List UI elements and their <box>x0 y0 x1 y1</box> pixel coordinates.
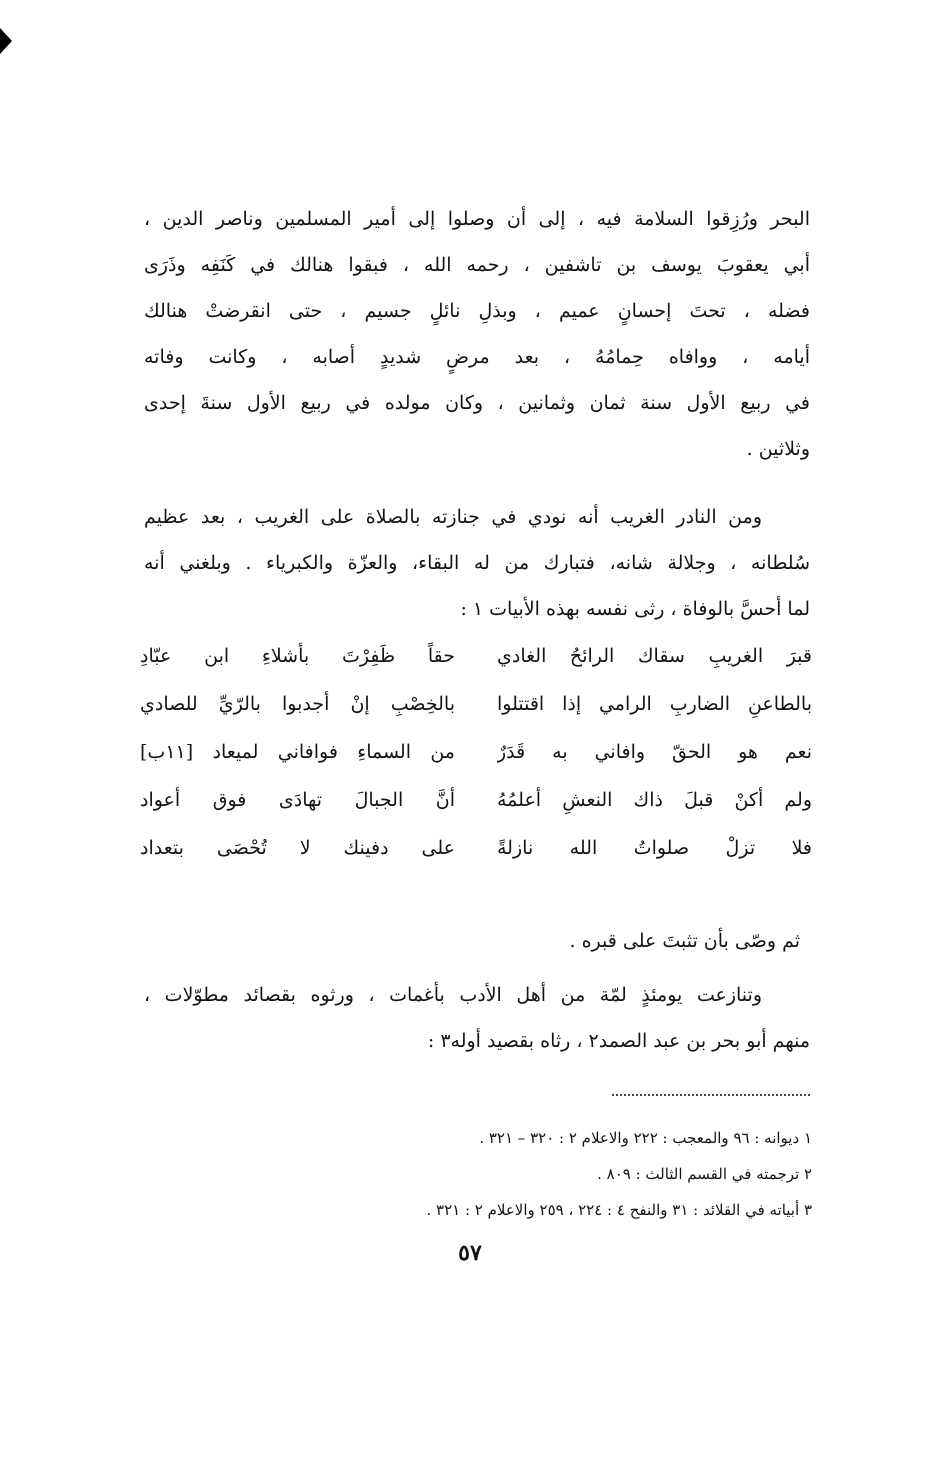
paragraph-2-line: ومن النادر الغريب أنه نودي في جنازته بالصلاة على الغريب ، بعد عظيم <box>144 506 762 528</box>
paragraph-1-line: في ربيع الأول سنة ثمان وثمانين ، وكان مولده في ربيع الأول سنةَ إحدى <box>144 392 810 414</box>
verse-second-hemistich: من السماءِ فوافاني لميعاد [١١ب] <box>140 741 455 763</box>
paragraph-3-line: منهم أبو بحر بن عبد الصمد٢ ، رثاه بقصيد أوله٣ : <box>427 1030 810 1052</box>
page-number: ٥٧ <box>458 1240 482 1266</box>
verse-first-hemistich: بالطاعنِ الضاربِ الرامي إذا اقتتلوا <box>497 693 812 715</box>
paragraph-1-line: أبي يعقوبَ يوسف بن تاشفين ، رحمه الله ، فبقوا هنالك في كَنَفِه وذَرَى <box>144 254 810 276</box>
poem-verses <box>140 632 812 872</box>
paragraph-3-line: وتنازعت يومئذٍ لمّة من أهل الأدب بأغمات ، ورثوه بقصائد مطوّلات ، <box>144 984 762 1006</box>
verse-first-hemistich: ولم أكنْ قبلَ ذاك النعشِ أعلمُهُ <box>497 789 812 811</box>
verse-second-hemistich: حقاً ظَفِرْتَ بأشلاءِ ابن عبّادِ <box>140 645 455 667</box>
footnotes <box>250 1120 812 1228</box>
footnote: ٢ ترجمته في القسم الثالث : ٨٠٩ . <box>597 1165 812 1183</box>
footnote: ١ ديوانه : ٩٦ والمعجب : ٢٢٢ والاعلام ٢ : ٣٢٠ – ٣٢١ . <box>479 1129 812 1147</box>
poem-verse <box>140 728 812 776</box>
paragraph-3 <box>144 972 810 1064</box>
paragraph-1-line: البحر ورُزِقوا السلامة فيه ، إلى أن وصلوا إلى أمير المسلمين وناصر الدين ، <box>144 208 810 230</box>
verse-second-hemistich: على دفينك لا تُحْصَى بتعداد <box>140 837 455 859</box>
paragraph-1-line: فضله ، تحتَ إحسانٍ عميم ، وبذلِ نائلٍ جسيم ، حتى انقرضتْ هنالك <box>144 300 810 322</box>
poem-verse <box>140 776 812 824</box>
poem-verse <box>140 632 812 680</box>
paragraph-2 <box>144 494 810 632</box>
verse-second-hemistich: أنَّ الجبالَ تهادَى فوق أعواد <box>140 789 455 811</box>
paragraph-1 <box>144 196 810 472</box>
footnote: ٣ أبياته في القلائد : ٣١ والنفح ٤ : ٢٢٤ ، ٢٥٩ والاعلام ٢ : ٣٢١ . <box>426 1201 812 1219</box>
paragraph-1-line: أيامه ، ووافاه حِمامُهُ ، بعد مرضٍ شديدٍ أصابه ، وكانت وفاته <box>144 346 810 368</box>
paragraph-1-line: وثلاثين . <box>746 438 810 460</box>
verse-first-hemistich: قبرَ الغريبِ سقاك الرائحُ الغادي <box>497 645 812 667</box>
verse-first-hemistich: نعم هو الحقّ وافاني به قَدَرٌ <box>497 741 812 763</box>
verse-first-hemistich: فلا تزلْ صلواتُ الله نازلةً <box>497 837 812 859</box>
paragraph-2-line: لما أحسَّ بالوفاة ، رثى نفسه بهذه الأبيات ١ : <box>460 598 810 620</box>
poem-verse <box>140 824 812 872</box>
poem-verse <box>140 680 812 728</box>
paragraph-2-line: سُلطانه ، وجلالة شانه، فتبارك من له البقاء، والعزّة والكبرياء . وبلغني أنه <box>144 552 810 574</box>
corner-crop-mark <box>0 28 12 54</box>
closing-line: ثم وصّى بأن تثبتَ على قبره . <box>569 930 800 952</box>
verse-second-hemistich: بالخِصْبِ إنْ أجدبوا بالرّيِّ للصادي <box>140 693 455 715</box>
footnote-separator <box>612 1094 810 1096</box>
